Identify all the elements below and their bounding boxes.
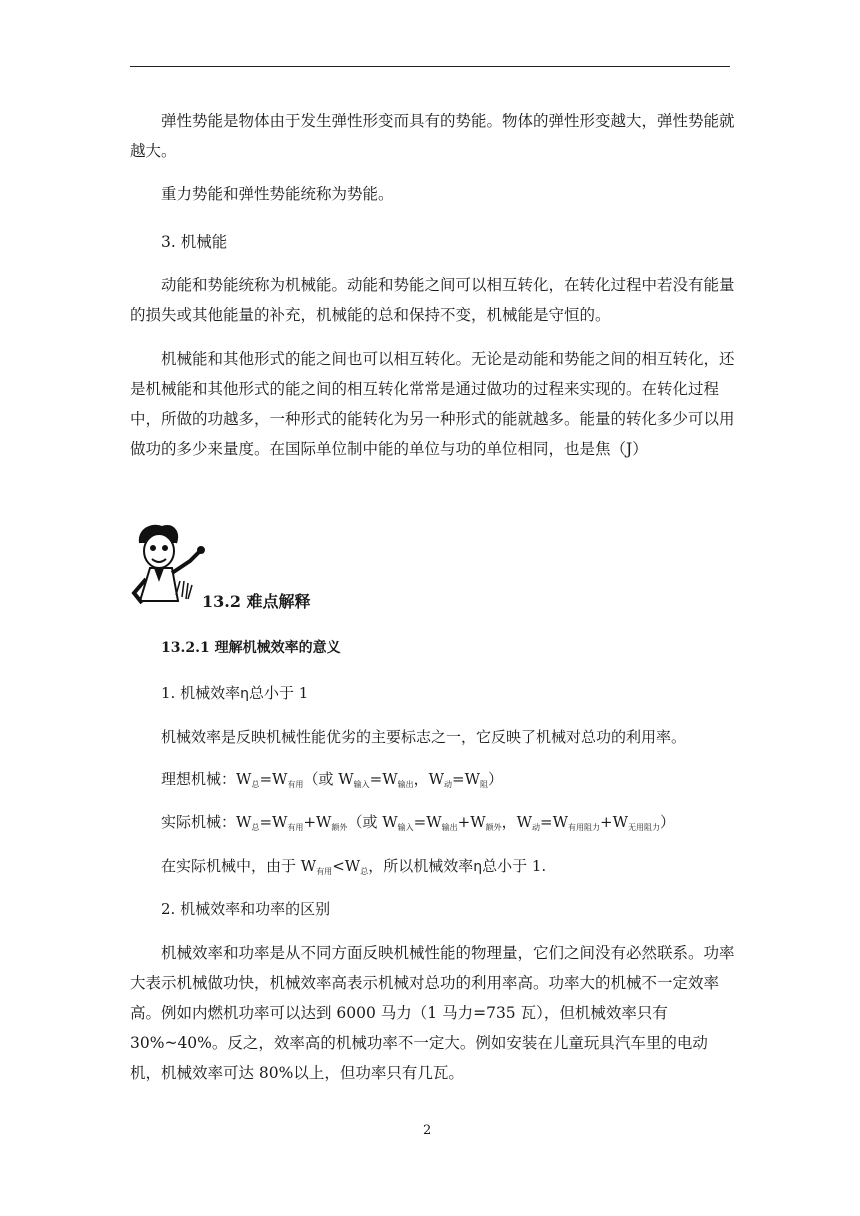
point2-title: 2. 机械效率和功率的区别 [161,900,331,918]
efficiency-description: 机械效率是反映机械性能优劣的主要标志之一，它反映了机械对总功的利用率。 [161,728,687,746]
actual-machine-formula [161,811,675,836]
formula-token: W [236,770,252,788]
formula-token: +W [457,813,486,831]
formula-token: =W [540,813,569,831]
subsection-heading: 13.2.1 理解机械效率的意义 [161,640,341,656]
formula-token: +W [600,813,629,831]
point1-title [161,682,308,705]
formula-subscript: 有用 [287,823,304,832]
practical-post: 总小于 1. [482,857,547,875]
formula-subscript: 阻 [480,780,489,789]
formula-subscript: 额外 [485,823,502,832]
formula-subscript: 额外 [331,823,348,832]
paragraph-energy-conversion: 机械能和其他形式的能之间也可以相互转化。无论是动能和势能之间的相互转化，还是机械能和其他形式的能之间的相互转化常常是通过做功的过程来实现的。在转化过程中，所做的功越多，一种形式的能转化为另一种形式的能就越多。能量的转化多少可以用做功的多少来量度。在国际单位制中能的单位与功的单位相同，也是焦（J） [130,350,735,458]
ideal-label: 理想机械： [161,770,237,788]
paragraph-efficiency-vs-power: 机械效率和功率是从不同方面反映机械性能的物理量，它们之间没有必然联系。功率大表示机械做功快，机械效率高表示机械对总功的利用率高。功率大的机械不一定效率高。例如内燃机功率可以达到 6000 马力（1 马力=735 瓦），但机械效率只有 30%~40%。反之，效率高的机械功率不一定大。例如安装在儿童玩具汽车里的电动机，机械效率可达 80%以上，但功率只有几瓦。 [130,944,735,1082]
formula-subscript: 总 [251,823,260,832]
formula-subscript: 有用阻力 [568,823,601,832]
formula-subscript: 无用阻力 [628,823,661,832]
formula-token: ，W [413,770,445,788]
formula-token: <W [332,857,361,875]
formula-subscript: 总 [360,867,369,876]
paragraph-potential-energy: 重力势能和弹性势能统称为势能。 [161,185,394,203]
formula-subscript: 总 [251,780,260,789]
formula-token: W [236,813,252,831]
formula-token: =W [452,770,481,788]
paragraph-mechanical-energy: 动能和势能统称为机械能。动能和势能之间可以相互转化，在转化过程中若没有能量的损失或其他能量的补充，机械能的总和保持不变，机械能是守恒的。 [130,276,735,324]
eta-symbol: η [240,686,249,702]
formula-token: ） [660,813,676,831]
point1-prefix: 1. 机械效率 [161,684,241,702]
page-number: 2 [423,1123,432,1138]
formula-subscript: 有用 [287,780,304,789]
formula-subscript: 输入 [397,823,414,832]
formula-token: =W [259,813,288,831]
formula-token: （或 W [303,770,354,788]
formula-subscript: 输出 [441,823,458,832]
formula-subscript: 输入 [353,780,370,789]
formula-token: ，W [501,813,533,831]
eta-symbol: η [473,859,483,875]
header-rule [130,66,730,67]
formula-subscript: 动 [444,780,453,789]
point1-suffix: 总小于 1 [248,684,309,702]
section3-title: 3. 机械能 [161,233,228,251]
formula-token: =W [369,770,398,788]
ideal-machine-formula [161,768,503,793]
formula-subscript: 动 [532,823,541,832]
formula-token: +W [303,813,332,831]
formula-token: =W [413,813,442,831]
paragraph-elastic-potential-energy: 弹性势能是物体由于发生弹性形变而具有的势能。物体的弹性形变越大，弹性势能就越大。 [130,112,735,160]
cartoon-teacher-illustration [128,521,212,607]
formula-token: ） [488,770,504,788]
formula-subscript: 输出 [397,780,414,789]
formula-token: =W [259,770,288,788]
practical-machine-statement [161,855,546,880]
practical-pre: 在实际机械中，由于 W [161,857,317,875]
section-heading: 13.2 难点解释 [202,592,311,611]
formula-token: （或 W [347,813,398,831]
formula-subscript: 有用 [316,867,333,876]
practical-mid: ，所以机械效率 [368,857,474,875]
actual-label: 实际机械： [161,813,237,831]
